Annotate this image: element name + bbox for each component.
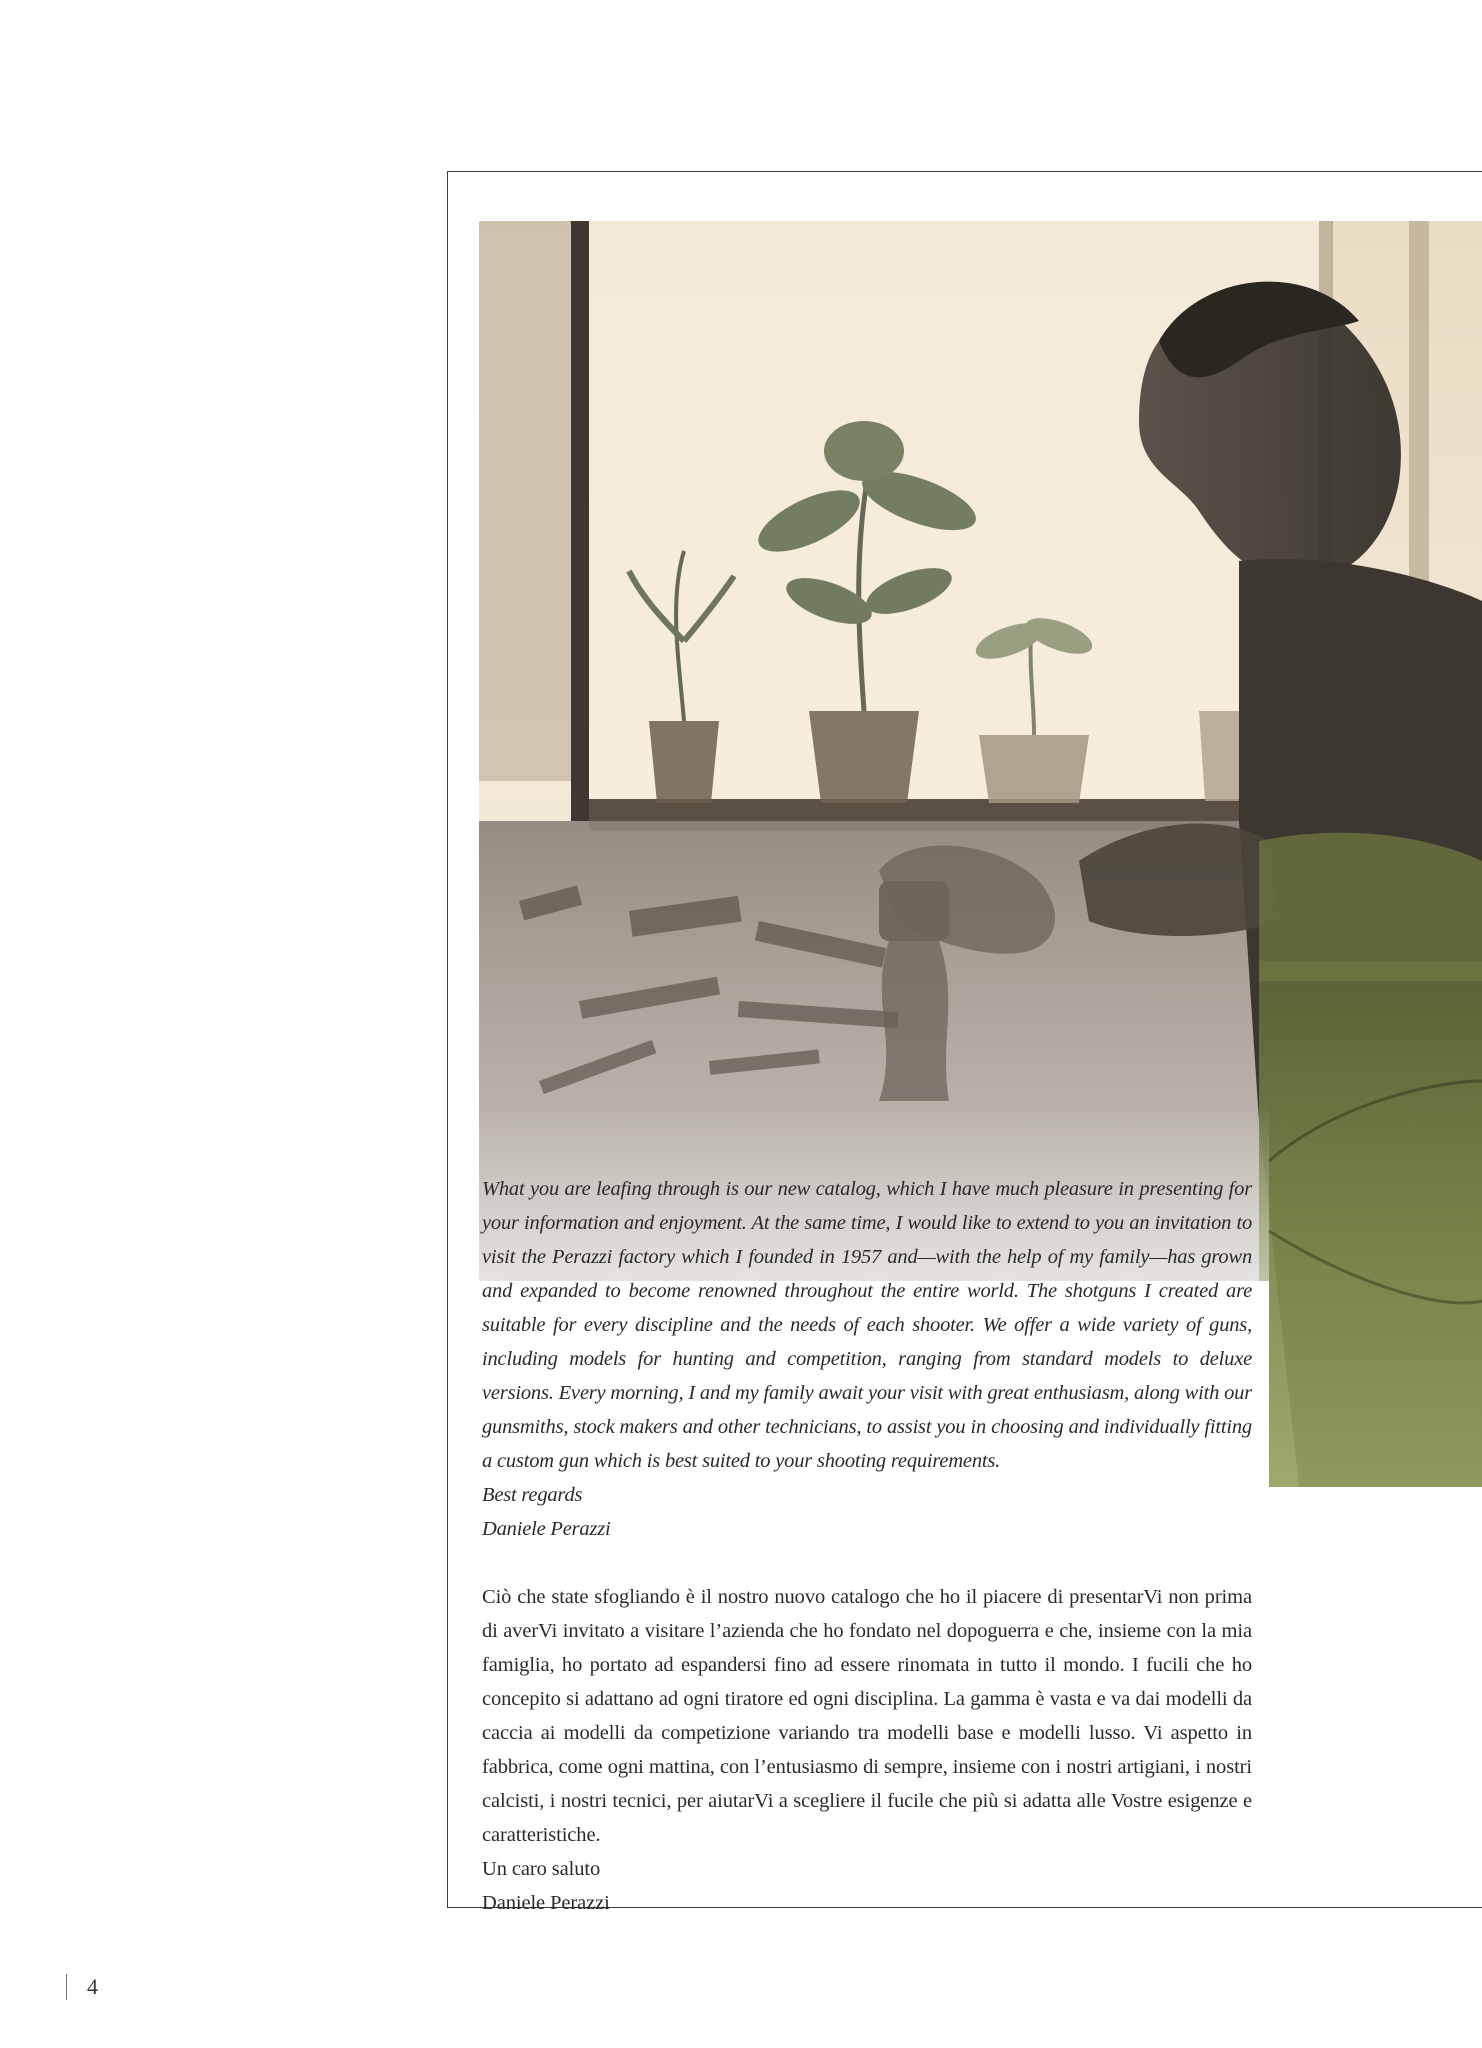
italian-letter-signature: Daniele Perazzi <box>482 1892 610 1914</box>
english-letter-body: What you are leafing through is our new catalog, which I have much pleasure in presenting for your information and enjoyment. At the same time, I would like to extend to you an invitation to visit the Perazzi factory which I founded in 1957 and—with the help of my family—has grown and expanded to become renowned throughout the entire world. The shotguns I created are suitable for every discipline and the needs of each shooter. We offer a wide variety of guns, including models for hunting and competition, ranging from standard models to deluxe versions. Every morning, I and my family await your visit with great enthusiasm, along with our gunsmiths, stock makers and other technicians, to assist you in choosing and individually fitting a custom gun which is best suited to your shooting requirements. <box>482 1178 1252 1472</box>
italian-letter-body: Ciò che state sfogliando è il nostro nuovo catalogo che ho il piacere di presentarVi non prima di averVi invitato a visitare l’azienda che ho fondato nel dopoguerra e che, insieme con la mia famiglia, ho portato ad espandersi fino ad essere rinomata in tutto il mondo. I fucili che ho concepito si adattano ad ogni tiratore ed ogni disciplina. La gamma è vasta e va dai modelli da caccia ai modelli da competizione variando tra modelli base e modelli lusso. Vi aspetto in fabbrica, come ogni mattina, con l’entusiasmo di sempre, insieme con i nostri artigiani, i nostri calcisti, i nostri tecnici, per aiutarVi a scegliere il fucile che più si adatta alle Vostre esigenze e caratteristiche. <box>482 1586 1252 1846</box>
english-letter-closing: Best regards <box>482 1484 583 1506</box>
page-footer <box>66 1972 98 2002</box>
italian-letter <box>482 1580 1252 1920</box>
footer-divider <box>66 1974 67 2000</box>
letter-text <box>482 1172 1252 1920</box>
page-number: 4 <box>87 1974 98 1999</box>
english-letter <box>482 1172 1252 1546</box>
english-letter-signature: Daniele Perazzi <box>482 1518 611 1540</box>
italian-letter-closing: Un caro saluto <box>482 1858 601 1880</box>
